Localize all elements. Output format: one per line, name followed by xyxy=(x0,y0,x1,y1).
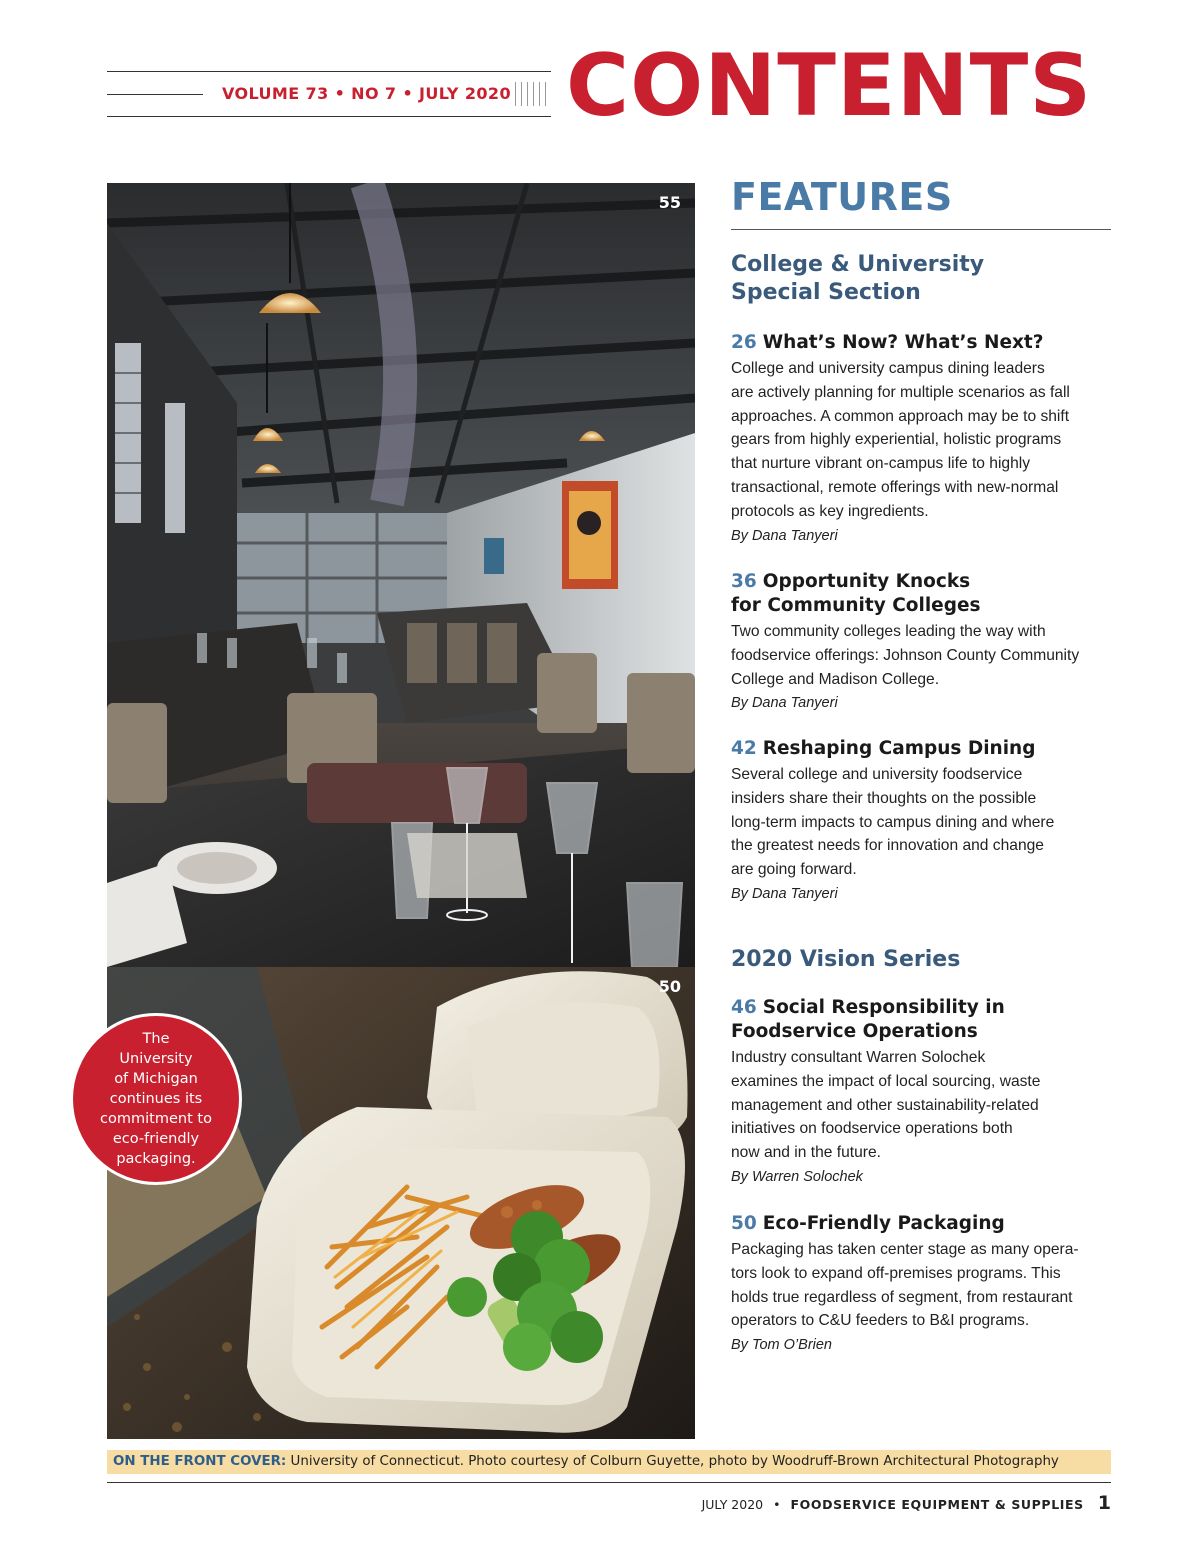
decorative-ticks xyxy=(515,82,551,106)
header-rule-top xyxy=(107,71,551,72)
article-entry[interactable] xyxy=(731,570,1116,714)
desc-line: gears from highly experiential, holistic programs xyxy=(731,431,1062,449)
article-entry[interactable] xyxy=(731,331,1116,547)
article-page-number: 36 xyxy=(731,571,757,592)
article-title xyxy=(731,331,1116,355)
front-cover-label: ON THE FRONT COVER: xyxy=(113,1454,287,1469)
desc-line: long-term impacts to campus dining and where xyxy=(731,813,1055,831)
article-title xyxy=(731,737,1116,761)
page-footer xyxy=(702,1492,1111,1514)
section-heading-line: Special Section xyxy=(731,280,921,305)
desc-line: holds true regardless of segment, from restaurant xyxy=(731,1288,1073,1306)
badge-line: continues its xyxy=(109,1091,203,1107)
article-entry[interactable] xyxy=(731,1212,1116,1356)
article-title-text: Opportunity Knocks xyxy=(762,571,971,592)
article-byline: By Warren Solochek xyxy=(731,1168,863,1185)
desc-line: Two community colleges leading the way with xyxy=(731,623,1046,640)
section-heading xyxy=(731,251,984,307)
article-description xyxy=(731,620,1116,691)
article-description xyxy=(731,357,1116,524)
desc-line: Several college and university foodservice xyxy=(731,766,1023,783)
desc-line: protocols as key ingredients. xyxy=(731,502,929,520)
article-title-text: Foodservice Operations xyxy=(731,1021,978,1042)
article-byline: By Dana Tanyeri xyxy=(731,527,838,544)
article-title-text: Eco-Friendly Packaging xyxy=(762,1213,1005,1234)
footer-magazine: FOODSERVICE EQUIPMENT & SUPPLIES xyxy=(790,1497,1084,1512)
desc-line: approaches. A common approach may be to shift xyxy=(731,407,1070,425)
restaurant-dining-room-photo-icon xyxy=(107,183,695,967)
article-title-text: for Community Colleges xyxy=(731,595,981,616)
desc-line: insiders share their thoughts on the possible xyxy=(731,789,1037,807)
article-title xyxy=(731,996,1116,1044)
article-title-text: What’s Now? What’s Next? xyxy=(762,332,1044,353)
features-heading: FEATURES xyxy=(731,175,953,219)
caption-badge xyxy=(70,1013,242,1185)
desc-line: Industry consultant Warren Solochek xyxy=(731,1049,986,1066)
desc-line: foodservice offerings: Johnson County Community xyxy=(731,646,1080,664)
page-title: CONTENTS xyxy=(566,36,1093,136)
article-title-text: Social Responsibility in xyxy=(762,997,1005,1018)
volume-line: VOLUME 73 • NO 7 • JULY 2020 xyxy=(222,84,511,103)
photo-page-tag: 50 xyxy=(658,977,681,996)
badge-line: eco-friendly xyxy=(112,1131,200,1147)
badge-line: commitment to xyxy=(100,1111,212,1127)
front-cover-text: University of Connecticut. Photo courtesy of Colburn Guyette, photo by Woodruff-Brown Architectural Photography xyxy=(290,1454,1059,1469)
footer-rule xyxy=(107,1482,1111,1483)
desc-line: transactional, remote offerings with new-normal xyxy=(731,478,1059,496)
desc-line: examines the impact of local sourcing, waste xyxy=(731,1072,1041,1090)
article-entry[interactable] xyxy=(731,996,1116,1188)
badge-line: packaging. xyxy=(116,1151,196,1167)
desc-line: are actively planning for multiple scenarios as fall xyxy=(731,383,1070,401)
desc-line: initiatives on foodservice operations both xyxy=(731,1120,1013,1138)
desc-line: College and Madison College. xyxy=(731,670,940,688)
badge-line: University xyxy=(119,1051,193,1067)
badge-line: of Michigan xyxy=(114,1071,198,1087)
article-page-number: 50 xyxy=(731,1213,757,1234)
article-description xyxy=(731,1238,1116,1333)
desc-line: the greatest needs for innovation and change xyxy=(731,837,1044,855)
article-page-number: 26 xyxy=(731,332,757,353)
article-byline: By Dana Tanyeri xyxy=(731,885,838,902)
desc-line: management and other sustainability-related xyxy=(731,1096,1039,1114)
desc-line: now and in the future. xyxy=(731,1144,881,1162)
footer-bullet: • xyxy=(773,1497,781,1512)
desc-line: College and university campus dining leaders xyxy=(731,360,1045,377)
features-rule xyxy=(731,229,1111,230)
header-rule-short xyxy=(107,94,203,95)
section-heading: 2020 Vision Series xyxy=(731,947,961,972)
restaurant-photo xyxy=(107,183,695,967)
desc-line: tors look to expand off-premises programs. This xyxy=(731,1264,1061,1282)
footer-page-number: 1 xyxy=(1097,1492,1111,1514)
photo-page-tag: 55 xyxy=(658,193,681,212)
article-entry[interactable] xyxy=(731,737,1116,905)
article-byline: By Tom O’Brien xyxy=(731,1337,832,1354)
article-description xyxy=(731,1046,1116,1165)
section-heading-line: College & University xyxy=(731,252,985,277)
article-page-number: 42 xyxy=(731,738,757,759)
article-page-number: 46 xyxy=(731,997,757,1018)
desc-line: that nurture vibrant on-campus life to highly xyxy=(731,455,1031,473)
footer-date: JULY 2020 xyxy=(701,1497,764,1512)
desc-line: operators to C&U feeders to B&I programs. xyxy=(731,1312,1030,1330)
article-description xyxy=(731,763,1116,882)
article-title xyxy=(731,1212,1116,1236)
header-rule-bottom xyxy=(107,116,551,117)
front-cover-credit xyxy=(107,1450,1111,1474)
badge-line: The xyxy=(142,1031,170,1047)
article-title xyxy=(731,570,1116,618)
article-byline: By Dana Tanyeri xyxy=(731,695,838,712)
article-title-text: Reshaping Campus Dining xyxy=(762,738,1036,759)
desc-line: are going forward. xyxy=(731,861,857,879)
desc-line: Packaging has taken center stage as many opera- xyxy=(731,1241,1079,1258)
